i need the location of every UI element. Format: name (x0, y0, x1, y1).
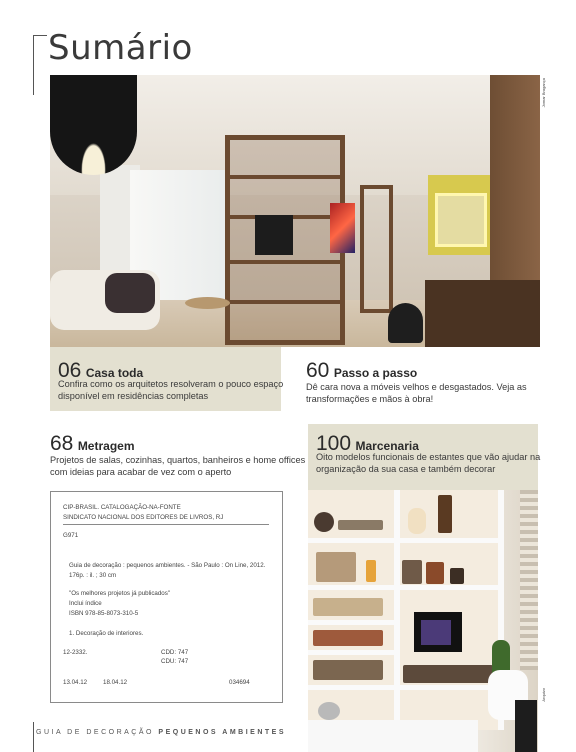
catalog-header-line: SINDICATO NACIONAL DOS EDITORES DE LIVROS, RJ (63, 514, 224, 521)
bookcase-shelf (308, 685, 498, 690)
bookcase-shelf (308, 620, 398, 625)
photo-credit-top: Jomar Bragança (541, 78, 546, 108)
section-marcenaria[interactable] (308, 424, 541, 490)
bookcase-shelf (308, 650, 398, 655)
hero-photo-living-room (50, 75, 540, 347)
catalog-isbn: ISBN 978-85-8073-310-5 (69, 610, 139, 617)
section-heading: Metragem (77, 439, 135, 453)
bookcase-shelf (308, 585, 498, 590)
lit-mirror (435, 193, 487, 247)
catalog-cdu: CDU: 747 (161, 658, 189, 665)
picture-frame (402, 560, 422, 584)
catalog-header-line: CIP-BRASIL. CATALOGAÇÃO-NA-FONTE (63, 504, 181, 511)
catalog-entry: 176p. : il. ; 30 cm (69, 572, 117, 579)
shelf-row (230, 300, 340, 304)
section-number: 60 (306, 359, 330, 382)
catalog-note: "Os melhores projetos já publicados" (69, 590, 171, 597)
catalog-subject: 1. Decoração de interiores. (69, 630, 144, 637)
picture-frame (450, 568, 464, 584)
decor-object (314, 512, 334, 532)
catalog-number: 12-2332. (63, 649, 88, 656)
section-number: 68 (50, 432, 74, 455)
decor-objects (313, 598, 383, 616)
frame-corner-top (33, 35, 47, 36)
decor-object (338, 520, 383, 530)
bookcase-divider (394, 490, 400, 730)
catalog-ref: 034694 (229, 679, 250, 686)
section-heading: Casa toda (85, 366, 144, 380)
section-desc-line: Dê cara nova a móveis velhos e desgastados. Veja as (306, 382, 527, 392)
section-metragem[interactable] (50, 432, 305, 478)
decor-object (438, 495, 452, 533)
section-desc-line: transformações e mãos à obra! (306, 394, 434, 404)
decor-object (408, 508, 426, 534)
catalog-code: G971 (63, 532, 79, 539)
narrow-shelf (360, 185, 393, 313)
decor-objects (403, 665, 493, 683)
page-title: Sumário (48, 28, 193, 68)
wall-art (330, 203, 355, 253)
silver-vase (318, 702, 340, 720)
section-desc-line: organização da sua casa e também decorar (316, 464, 496, 474)
photo-credit-bottom: Arquivo (541, 688, 546, 702)
catalog-cdd: CDD: 747 (161, 649, 189, 656)
coffee-table (185, 297, 230, 309)
television-screen (421, 620, 451, 645)
chair (388, 303, 423, 343)
side-table (515, 700, 537, 752)
section-heading: Marcenaria (355, 439, 419, 453)
section-number: 100 (316, 432, 352, 455)
section-desc-line: Oito modelos funcionais de estantes que vão ajudar na (316, 452, 541, 462)
books (313, 630, 383, 646)
section-passo-a-passo[interactable] (306, 359, 527, 405)
running-footer (36, 729, 286, 736)
catalog-note: Inclui índice (69, 600, 102, 607)
section-desc-line: Confira como os arquitetos resolveram o pouco espaço (58, 379, 284, 389)
section-heading: Passo a passo (333, 366, 418, 380)
shelf-row (230, 260, 340, 264)
footer-guide-name: GUIA DE DECORAÇÃO (36, 729, 154, 736)
section-number: 06 (58, 359, 82, 382)
window-blind (520, 490, 538, 670)
bookcase-photo (308, 490, 538, 752)
section-desc-line: Projetos de salas, cozinhas, quartos, banheiros e home offices (50, 455, 306, 465)
picture-frame (426, 562, 444, 584)
cataloging-record (50, 491, 283, 703)
lamp (366, 560, 376, 582)
section-desc-line: com ideias para acabar de vez com o aperto (50, 467, 232, 477)
picture-frame (316, 552, 356, 582)
books (313, 660, 383, 680)
catalog-entry: Guia de decoração : pequenos ambientes. - São Paulo : On Line, 2012. (69, 562, 266, 569)
catalog-date: 13.04.12 (63, 679, 88, 686)
media-console (308, 720, 478, 752)
pendant-lamp (50, 75, 137, 175)
cushion (105, 273, 155, 313)
frame-corner-left (33, 35, 34, 95)
section-desc-line: disponível em residências completas (58, 391, 209, 401)
catalog-date: 18.04.12 (103, 679, 128, 686)
frame-corner-bottom (33, 722, 34, 752)
shelf-row (230, 175, 340, 179)
bookcase-shelf (308, 538, 498, 543)
footer-edition-name: PEQUENOS AMBIENTES (158, 729, 287, 736)
catalog-divider (63, 524, 269, 525)
dining-counter (425, 280, 540, 347)
section-casa-toda[interactable] (50, 347, 284, 411)
television (255, 215, 293, 255)
